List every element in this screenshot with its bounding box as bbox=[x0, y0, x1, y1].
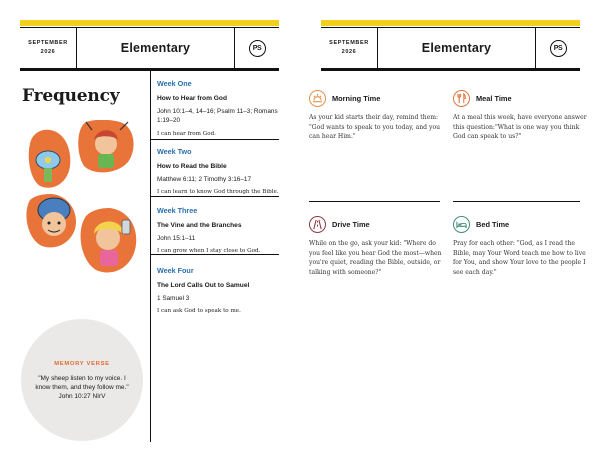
week-three bbox=[157, 198, 279, 258]
week-application: I can learn to know God through the Bible. bbox=[157, 189, 279, 196]
section-title: Meal Time bbox=[476, 93, 512, 103]
week-scripture: 1 Samuel 3 bbox=[157, 295, 190, 302]
header-logo bbox=[536, 40, 580, 57]
section-title: Morning Time bbox=[332, 93, 381, 103]
kids-illustration bbox=[24, 120, 140, 274]
left-header bbox=[20, 27, 279, 71]
week-divider bbox=[150, 254, 279, 255]
week-scripture: John 10:1–4, 14–16; Psalm 11–3; Romans 1:19–20 bbox=[157, 108, 278, 125]
week-title: How to Hear from God bbox=[157, 95, 227, 102]
header-month: SEPTEMBER bbox=[28, 40, 68, 46]
header-date bbox=[321, 39, 377, 57]
week-application: I can grow when I stay close to God. bbox=[157, 248, 261, 255]
meal-icon bbox=[453, 90, 470, 107]
section-divider bbox=[309, 201, 440, 202]
bed-time-section bbox=[453, 215, 589, 277]
section-text: At a meal this week, have everyone answer this question:"What is one way you think God can speak to us?" bbox=[453, 114, 587, 141]
section-header bbox=[309, 215, 445, 233]
weeks-list bbox=[157, 79, 279, 314]
week-title: The Lord Calls Out to Samuel bbox=[157, 282, 250, 289]
memory-verse-reference: John 10:27 NIrV bbox=[58, 393, 106, 400]
memory-verse-text: "My sheep listen to my voice. I know them, and they follow me." bbox=[35, 375, 129, 391]
bed-icon bbox=[453, 216, 470, 233]
section-header bbox=[309, 89, 445, 107]
meal-time-section bbox=[453, 89, 589, 142]
header-logo bbox=[235, 40, 279, 57]
header-title: Elementary bbox=[421, 41, 492, 55]
memory-verse-title: MEMORY VERSE bbox=[54, 361, 110, 367]
section-text: Pray for each other: "God, as I read the Bible, may Your Word teach me how to live for You, and show Your love to the people I see each day." bbox=[453, 240, 586, 276]
memory-verse bbox=[21, 319, 143, 441]
section-header bbox=[453, 215, 589, 233]
week-one bbox=[157, 79, 279, 139]
left-accent-bar bbox=[20, 20, 279, 26]
header-date bbox=[20, 39, 76, 57]
week-title: The Vine and the Branches bbox=[157, 222, 242, 229]
section-title: Bed Time bbox=[476, 219, 510, 229]
section-divider bbox=[453, 201, 580, 202]
header-year: 2026 bbox=[341, 49, 357, 55]
week-label: Week Three bbox=[157, 206, 198, 215]
week-application: I can hear from God. bbox=[157, 130, 216, 137]
header-year: 2026 bbox=[40, 49, 56, 55]
section-text: As your kid starts their day, remind them: "God wants to speak to you today, and you can hear Him." bbox=[309, 114, 441, 141]
ps-logo-icon: PS bbox=[249, 40, 266, 57]
week-four bbox=[157, 258, 279, 314]
week-two bbox=[157, 139, 279, 198]
page-title: Frequency bbox=[22, 86, 120, 106]
column-divider bbox=[150, 71, 151, 442]
section-title: Drive Time bbox=[332, 219, 370, 229]
week-application: I can ask God to speak to me. bbox=[157, 308, 241, 315]
week-scripture: John 15:1–11 bbox=[157, 235, 196, 242]
sunrise-icon bbox=[309, 90, 326, 107]
week-label: Week Four bbox=[157, 266, 194, 275]
week-title: How to Read the Bible bbox=[157, 163, 227, 170]
drive-time-section bbox=[309, 215, 445, 277]
morning-time-section bbox=[309, 89, 445, 142]
ps-logo-icon: PS bbox=[550, 40, 567, 57]
section-text: While on the go, ask your kid: "Where do you feel like you hear God the most—when you're quiet, reading the Bible, outside, or talking with someone?" bbox=[309, 240, 442, 276]
week-label: Week Two bbox=[157, 147, 192, 156]
road-icon bbox=[309, 216, 326, 233]
right-header bbox=[321, 27, 580, 71]
week-divider bbox=[150, 196, 279, 197]
header-title: Elementary bbox=[120, 41, 191, 55]
week-scripture: Matthew 6:11; 2 Timothy 3:16–17 bbox=[157, 176, 252, 183]
section-header bbox=[453, 89, 589, 107]
right-accent-bar bbox=[321, 20, 580, 26]
header-month: SEPTEMBER bbox=[329, 40, 369, 46]
week-label: Week One bbox=[157, 79, 192, 88]
